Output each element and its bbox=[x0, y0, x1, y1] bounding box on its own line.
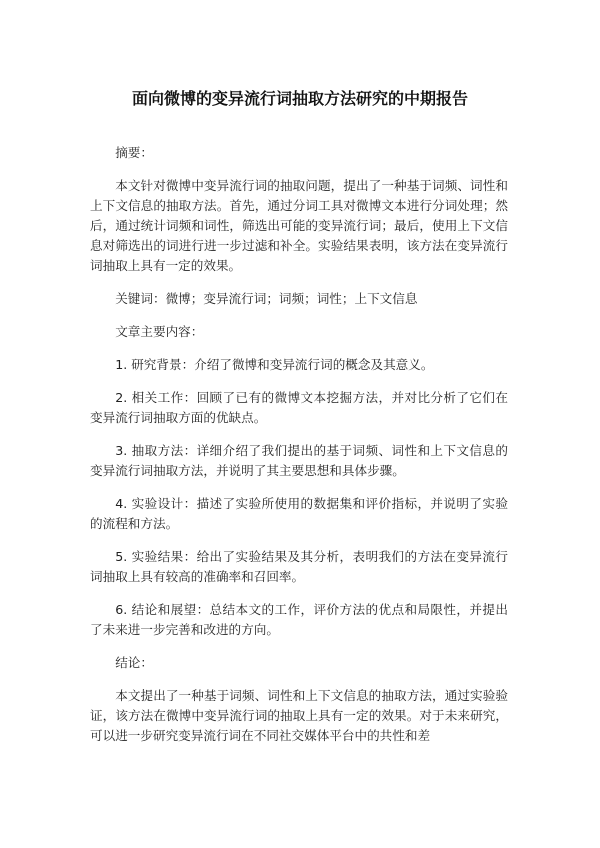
contents-item-5: 5. 实验结果：给出了实验结果及其分析，表明我们的方法在变异流行词抽取上具有较高的准确率和召回率。 bbox=[90, 549, 508, 584]
abstract-paragraph: 本文针对微博中变异流行词的抽取问题，提出了一种基于词频、词性和上下文信息的抽取方法。首先，通过分词工具对微博文本进行分词处理；然后，通过统计词频和词性，筛选出可能的变异流行词；最后，使用上下文信息对筛选出的词进行进一步过滤和补全。实验结果表明，该方法在变异流行词抽取上具有一定的效果。 bbox=[90, 178, 508, 273]
contents-item-6: 6. 结论和展望：总结本文的工作，评价方法的优点和局限性，并提出了未来进一步完善和改进的方向。 bbox=[90, 602, 508, 637]
contents-item-1: 1. 研究背景：介绍了微博和变异流行词的概念及其意义。 bbox=[115, 357, 434, 372]
abstract-heading: 摘要： bbox=[115, 145, 153, 160]
contents-item-3: 3. 抽取方法：详细介绍了我们提出的基于词频、词性和上下文信息的变异流行词抽取方法，并说明了其主要思想和具体步骤。 bbox=[90, 443, 508, 478]
document-body bbox=[90, 143, 508, 759]
document-title: 面向微博的变异流行词抽取方法研究的中期报告 bbox=[131, 89, 468, 108]
conclusion-heading: 结论： bbox=[115, 655, 153, 670]
contents-heading: 文章主要内容： bbox=[115, 324, 204, 339]
conclusion-paragraph: 本文提出了一种基于词频、词性和上下文信息的抽取方法，通过实验验证，该方法在微博中变异流行词的抽取上具有一定的效果。对于未来研究，可以进一步研究变异流行词在不同社交媒体平台中的共性和差 bbox=[90, 688, 508, 743]
contents-item-4: 4. 实验设计：描述了实验所使用的数据集和评价指标，并说明了实验的流程和方法。 bbox=[90, 496, 508, 531]
keywords-paragraph: 关键词：微博；变异流行词；词频；词性；上下文信息 bbox=[115, 291, 418, 306]
contents-item-2: 2. 相关工作：回顾了已有的微博文本挖掘方法，并对比分析了它们在变异流行词抽取方面的优缺点。 bbox=[90, 390, 508, 425]
